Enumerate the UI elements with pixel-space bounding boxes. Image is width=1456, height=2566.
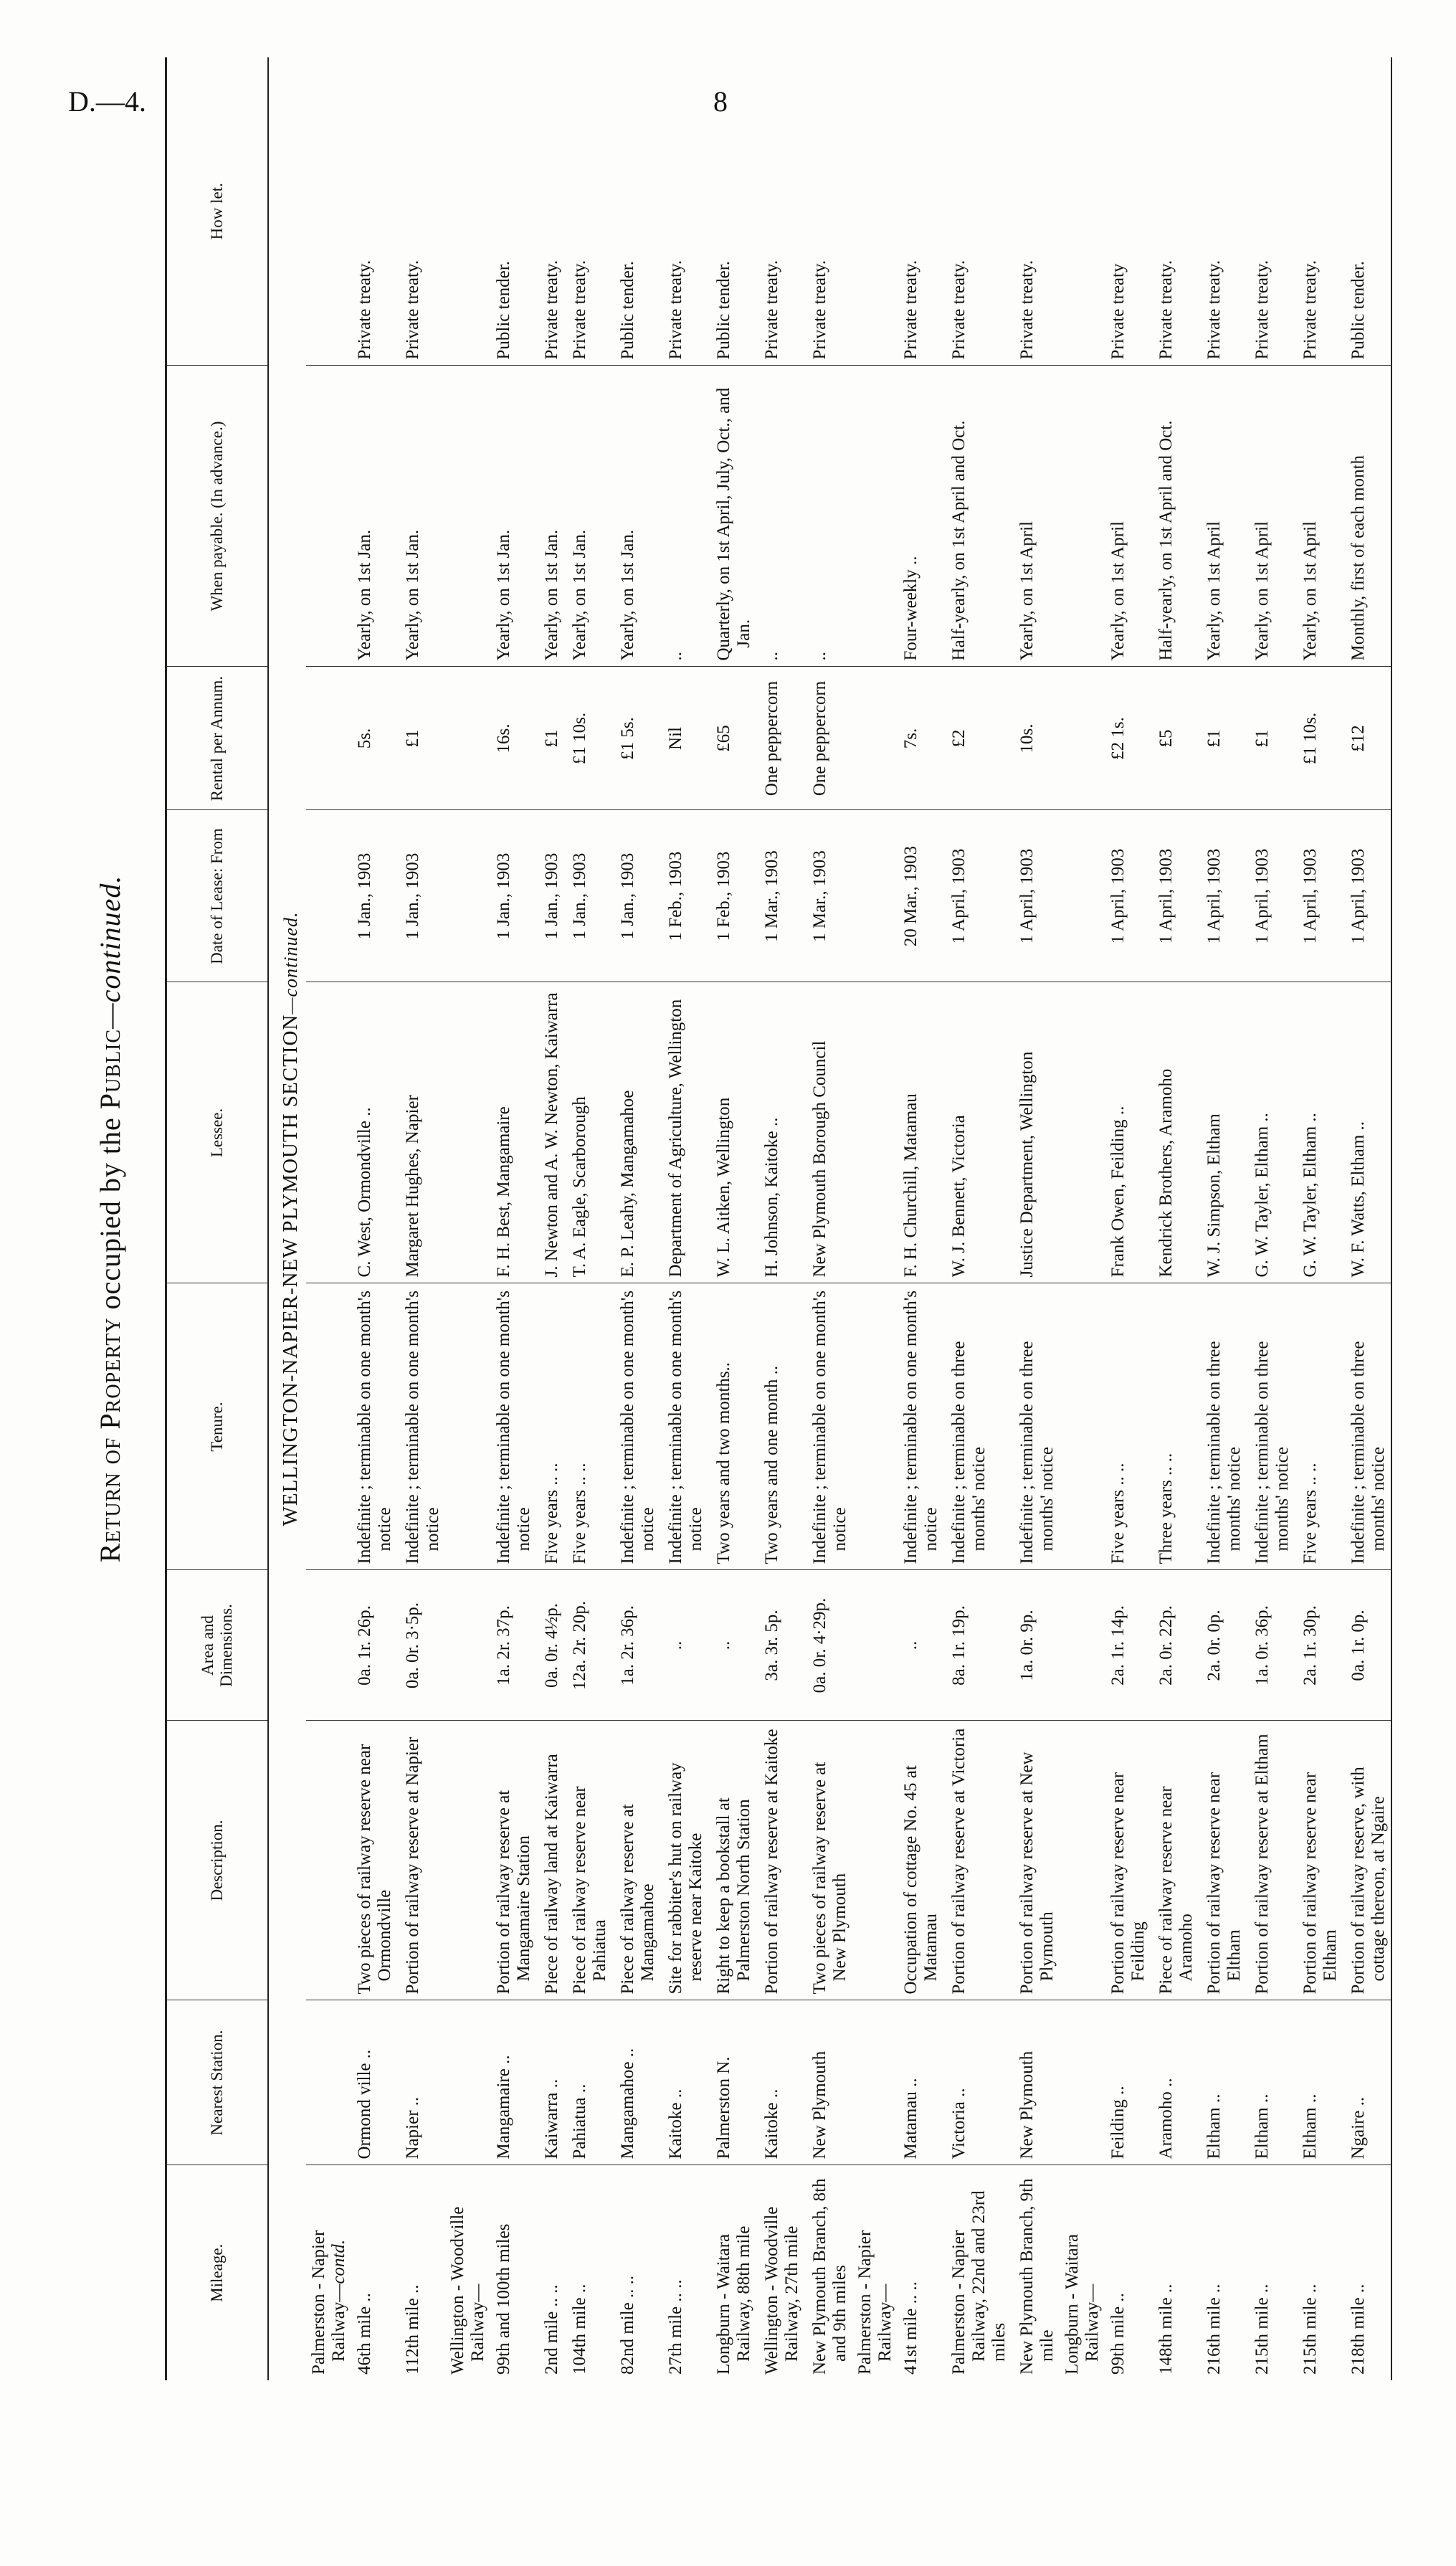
- cell-station: Palmerston N.: [708, 2000, 756, 2165]
- cell-tenure: Indefinite ; terminable on one month's notice: [612, 1283, 660, 1570]
- cell-date: 1 Jan., 1903: [564, 810, 612, 982]
- cell-mileage: 218th mile ..: [1343, 2165, 1391, 2380]
- cell-mileage: 82nd mile .. ..: [618, 2275, 638, 2375]
- cell-area: 1a. 0r. 36p.: [1247, 1570, 1295, 1721]
- table-row: [536, 57, 564, 2380]
- title-mid: occupied by the: [94, 1117, 126, 1310]
- col-date: Date of Lease: From: [166, 810, 269, 982]
- cell-howlet: Private treaty.: [564, 57, 612, 366]
- table-row: [660, 57, 708, 2380]
- section-continued: —continued.: [280, 911, 301, 1014]
- cell-mileage: Wellington - Woodville Railway, 27th mile: [762, 2206, 802, 2375]
- cell-date: 1 April, 1903: [1012, 810, 1060, 982]
- page-reference: D.—4.: [68, 85, 146, 118]
- group-label-text: Palmerston - Napier Railway—: [309, 2230, 349, 2375]
- cell-tenure: Five years .. ..: [564, 1283, 612, 1570]
- cell-mileage: Palmerston - Napier Railway, 22nd and 23rd miles: [949, 2190, 1009, 2375]
- cell-station: Eltham ..: [1199, 2000, 1247, 2165]
- group-label: Palmerston - Napier Railway—: [855, 2230, 895, 2375]
- cell-tenure: Indefinite ; terminable on three months' notice: [1343, 1283, 1391, 1570]
- cell-payable: Yearly, on 1st Jan.: [612, 366, 660, 667]
- cell-howlet: Private treaty.: [349, 57, 397, 366]
- cell-howlet: Private treaty.: [804, 57, 852, 366]
- cell-howlet: Private treaty.: [1012, 57, 1060, 366]
- cell-payable: Yearly, on 1st Jan.: [349, 366, 397, 667]
- cell-lessee: Justice Department, Wellington: [1012, 982, 1060, 1283]
- cell-howlet: Private treaty.: [756, 57, 804, 366]
- header-row: [166, 57, 269, 2380]
- cell-payable: Yearly, on 1st April: [1012, 366, 1060, 667]
- cell-area: 2a. 1r. 30p.: [1295, 1570, 1343, 1721]
- section-title: WELLINGTON-NAPIER-NEW PLYMOUTH SECTION: [279, 1014, 302, 1526]
- section-heading-row: [268, 57, 306, 2380]
- cell-station: Mangamaire ..: [488, 2000, 536, 2165]
- cell-rental: 16s.: [488, 667, 536, 810]
- cell-mileage: 104th mile ..: [570, 2284, 590, 2375]
- cell-tenure: Five years .. ..: [1295, 1283, 1343, 1570]
- cell-mileage: 215th mile ..: [1252, 2284, 1272, 2375]
- cell-station: New Plymouth: [1012, 2000, 1060, 2165]
- table-row: [1012, 57, 1060, 2380]
- cell-date: 1 April, 1903: [1151, 810, 1199, 982]
- cell-payable: Yearly, on 1st Jan.: [536, 366, 564, 667]
- cell-mileage: 216th mile ..: [1204, 2284, 1224, 2375]
- cell-howlet: Private treaty: [1103, 57, 1151, 366]
- page-number: 8: [713, 85, 728, 118]
- cell-howlet: Private treaty.: [895, 57, 943, 366]
- cell-station: Matamau ..: [895, 2000, 943, 2165]
- cell-area: 2a. 0r. 0p.: [1199, 1570, 1247, 1721]
- col-mileage: Mileage.: [166, 2165, 269, 2380]
- cell-rental: £65: [708, 667, 756, 810]
- col-area: Area and Dimensions.: [166, 1570, 269, 1721]
- cell-howlet: Private treaty.: [536, 57, 564, 366]
- cell-rental: £1 10s.: [564, 667, 612, 810]
- cell-mileage: 46th mile ..: [355, 2293, 375, 2375]
- table-row: [612, 57, 660, 2380]
- cell-mileage: Longburn - Waitara Railway, 88th mile: [714, 2225, 754, 2375]
- cell-lessee: T. A. Eagle, Scarborough: [564, 982, 612, 1283]
- title-continued: —continued.: [94, 875, 126, 1029]
- cell-date: 1 Mar., 1903: [804, 810, 852, 982]
- cell-description: Portion of railway reserve at Mangamaire Station: [488, 1721, 536, 2000]
- cell-area: ..: [708, 1570, 756, 1721]
- group-label: Wellington - Woodville Railway—: [448, 2206, 488, 2375]
- cell-date: 1 Jan., 1903: [536, 810, 564, 982]
- cell-lessee: G. W. Tayler, Eltham ..: [1247, 982, 1295, 1283]
- cell-lessee: W. J. Bennett, Victoria: [943, 982, 1012, 1283]
- col-rental: Rental per Annum.: [166, 667, 269, 810]
- cell-payable: Yearly, on 1st Jan.: [564, 366, 612, 667]
- cell-mileage: 99th mile ..: [1108, 2293, 1128, 2375]
- cell-mileage: 215th mile ..: [1300, 2284, 1321, 2375]
- cell-station: Eltham ..: [1247, 2000, 1295, 2165]
- cell-station: Kaitoke ..: [756, 2000, 804, 2165]
- cell-date: 20 Mar., 1903: [895, 810, 943, 982]
- table-row: [756, 57, 804, 2380]
- group-row: [852, 57, 895, 2380]
- cell-date: 1 April, 1903: [1247, 810, 1295, 982]
- cell-description: Portion of railway reserve at Eltham: [1247, 1721, 1295, 2000]
- cell-rental: £1: [536, 667, 564, 810]
- cell-howlet: Private treaty.: [397, 57, 445, 366]
- cell-area: 2a. 1r. 14p.: [1103, 1570, 1151, 1721]
- cell-description: Right to keep a bookstall at Palmerston North Station: [708, 1721, 756, 2000]
- cell-area: ..: [660, 1570, 708, 1721]
- cell-tenure: Indefinite ; terminable on one month's notice: [397, 1283, 445, 1570]
- cell-station: Kaitoke ..: [660, 2000, 708, 2165]
- cell-howlet: Private treaty.: [1295, 57, 1343, 366]
- cell-area: 1a. 0r. 9p.: [1012, 1570, 1060, 1721]
- section-heading: [268, 57, 306, 2380]
- cell-description: Portion of railway reserve at Victoria: [943, 1721, 1012, 2000]
- cell-description: Portion of railway reserve at Napier: [397, 1721, 445, 2000]
- cell-tenure: Indefinite ; terminable on three months' notice: [1247, 1283, 1295, 1570]
- title-lead: Return of Property: [94, 1317, 126, 1563]
- cell-lessee: W. L. Aitken, Wellington: [708, 982, 756, 1283]
- cell-station: Mangamahoe ..: [612, 2000, 660, 2165]
- cell-lessee: H. Johnson, Kaitoke ..: [756, 982, 804, 1283]
- cell-lessee: W. F. Watts, Eltham ..: [1343, 982, 1391, 1283]
- cell-area: 0a. 1r. 0p.: [1343, 1570, 1391, 1721]
- cell-station: Aramoho ..: [1151, 2000, 1199, 2165]
- table-row: [1151, 57, 1199, 2380]
- cell-area: 8a. 1r. 19p.: [943, 1570, 1012, 1721]
- cell-description: Two pieces of railway reserve at New Plymouth: [804, 1721, 852, 2000]
- cell-tenure: Five years .. ..: [536, 1283, 564, 1570]
- cell-howlet: Public tender.: [1343, 57, 1391, 366]
- cell-tenure: Five years .. ..: [1103, 1283, 1151, 1570]
- cell-mileage: 112th mile ..: [403, 2284, 423, 2375]
- group-label: Longburn - Waitara Railway—: [1062, 2233, 1103, 2375]
- cell-payable: Four-weekly ..: [895, 366, 943, 667]
- col-howlet: How let.: [166, 57, 269, 366]
- group-row: [445, 57, 488, 2380]
- group-label: [306, 2165, 349, 2380]
- table-row: [804, 57, 852, 2380]
- cell-mileage: 148th mile ..: [1156, 2284, 1176, 2375]
- cell-station: Pahiatua ..: [564, 2000, 612, 2165]
- title-public: Public: [94, 1028, 126, 1110]
- property-return-table: [165, 57, 1392, 2380]
- cell-description: Piece of railway land at Kaiwarra: [536, 1721, 564, 2000]
- cell-rental: £1: [1199, 667, 1247, 810]
- col-payable: When payable. (In advance.): [166, 366, 269, 667]
- cell-howlet: Private treaty.: [1151, 57, 1199, 366]
- cell-area: 3a. 3r. 5p.: [756, 1570, 804, 1721]
- cell-description: Site for rabbiter's hut on railway reserve near Kaitoke: [660, 1721, 708, 2000]
- cell-date: 1 April, 1903: [1295, 810, 1343, 982]
- cell-rental: 10s.: [1012, 667, 1060, 810]
- table-row: [1103, 57, 1151, 2380]
- cell-date: 1 April, 1903: [1343, 810, 1391, 982]
- cell-rental: £12: [1343, 667, 1391, 810]
- cell-rental: £1: [1247, 667, 1295, 810]
- cell-tenure: Indefinite ; terminable on one month's notice: [488, 1283, 536, 1570]
- cell-description: Portion of railway reserve near Eltham: [1295, 1721, 1343, 2000]
- cell-area: 0a. 0r. 3·5p.: [397, 1570, 445, 1721]
- cell-area: 0a. 1r. 26p.: [349, 1570, 397, 1721]
- cell-tenure: Three years .. ..: [1151, 1283, 1199, 1570]
- cell-description: Piece of railway reserve near Aramoho: [1151, 1721, 1199, 2000]
- cell-payable: Yearly, on 1st April: [1103, 366, 1151, 667]
- cell-howlet: Private treaty.: [943, 57, 1012, 366]
- cell-description: Portion of railway reserve near Eltham: [1199, 1721, 1247, 2000]
- col-tenure: Tenure.: [166, 1283, 269, 1570]
- cell-description: Portion of railway reserve at Kaitoke: [756, 1721, 804, 2000]
- cell-howlet: Public tender.: [612, 57, 660, 366]
- cell-rental: £2 1s.: [1103, 667, 1151, 810]
- cell-lessee: E. P. Leahy, Mangamahoe: [612, 982, 660, 1283]
- cell-mileage: 2nd mile .. ..: [542, 2284, 562, 2375]
- cell-payable: ..: [804, 366, 852, 667]
- col-description: Description.: [166, 1721, 269, 2000]
- cell-station: Kaiwarra ..: [536, 2000, 564, 2165]
- cell-date: 1 Jan., 1903: [349, 810, 397, 982]
- table-row: [564, 57, 612, 2380]
- table-row: [1343, 57, 1391, 2380]
- cell-payable: Yearly, on 1st April: [1199, 366, 1247, 667]
- table-row: [1247, 57, 1295, 2380]
- cell-area: 0a. 0r. 4·29p.: [804, 1570, 852, 1721]
- cell-mileage: 27th mile .. ..: [666, 2279, 686, 2375]
- cell-date: 1 April, 1903: [1103, 810, 1151, 982]
- cell-date: 1 Jan., 1903: [397, 810, 445, 982]
- table-row: [1295, 57, 1343, 2380]
- cell-payable: Yearly, on 1st Jan.: [488, 366, 536, 667]
- cell-rental: £1: [397, 667, 445, 810]
- cell-description: Piece of railway reserve at Mangamahoe: [612, 1721, 660, 2000]
- cell-lessee: F. H. Churchill, Matamau: [895, 982, 943, 1283]
- cell-tenure: Indefinite ; terminable on one month's notice: [349, 1283, 397, 1570]
- group-contd: contd.: [329, 2239, 349, 2284]
- cell-station: Victoria ..: [943, 2000, 1012, 2165]
- cell-station: Ngaire ..: [1343, 2000, 1391, 2165]
- cell-date: 1 Mar., 1903: [756, 810, 804, 982]
- group-row-1: [306, 57, 349, 2380]
- cell-howlet: Public tender.: [488, 57, 536, 366]
- group-row: [1060, 57, 1103, 2380]
- cell-payable: Yearly, on 1st Jan.: [397, 366, 445, 667]
- cell-lessee: Frank Owen, Feilding ..: [1103, 982, 1151, 1283]
- cell-rental: £5: [1151, 667, 1199, 810]
- table-row: [488, 57, 536, 2380]
- cell-rental: £1 5s.: [612, 667, 660, 810]
- cell-lessee: J. Newton and A. W. Newton, Kaiwarra: [536, 982, 564, 1283]
- cell-lessee: Department of Agriculture, Wellington: [660, 982, 708, 1283]
- cell-mileage: New Plymouth Branch, 9th mile: [1017, 2178, 1057, 2375]
- cell-tenure: Two years and one month ..: [756, 1283, 804, 1570]
- cell-mileage: 41st mile .. ..: [901, 2281, 921, 2375]
- cell-area: ..: [895, 1570, 943, 1721]
- cell-date: 1 Feb., 1903: [708, 810, 756, 982]
- cell-date: 1 Jan., 1903: [612, 810, 660, 982]
- cell-station: New Plymouth: [804, 2000, 852, 2165]
- cell-tenure: Indefinite ; terminable on three months' notice: [943, 1283, 1012, 1570]
- cell-payable: Monthly, first of each month: [1343, 366, 1391, 667]
- cell-area: 1a. 2r. 36p.: [612, 1570, 660, 1721]
- cell-rental: One peppercorn: [804, 667, 852, 810]
- cell-lessee: Margaret Hughes, Napier: [397, 982, 445, 1283]
- cell-description: Piece of railway reserve near Pahiatua: [564, 1721, 612, 2000]
- table-row: [397, 57, 445, 2380]
- cell-tenure: Indefinite ; terminable on one month's notice: [895, 1283, 943, 1570]
- cell-lessee: C. West, Ormondville ..: [349, 982, 397, 1283]
- cell-station: Feilding ..: [1103, 2000, 1151, 2165]
- cell-payable: Half-yearly, on 1st April and Oct.: [1151, 366, 1199, 667]
- cell-tenure: Indefinite ; terminable on one month's notice: [660, 1283, 708, 1570]
- cell-howlet: Private treaty.: [1247, 57, 1295, 366]
- cell-tenure: Indefinite ; terminable on three months' notice: [1012, 1283, 1060, 1570]
- cell-rental: 7s.: [895, 667, 943, 810]
- cell-lessee: New Plymouth Borough Council: [804, 982, 852, 1283]
- cell-lessee: W. J. Simpson, Eltham: [1199, 982, 1247, 1283]
- cell-area: 0a. 0r. 4½p.: [536, 1570, 564, 1721]
- cell-payable: ..: [756, 366, 804, 667]
- cell-description: Portion of railway reserve near Feilding: [1103, 1721, 1151, 2000]
- cell-tenure: Two years and two months..: [708, 1283, 756, 1570]
- cell-payable: Half-yearly, on 1st April and Oct.: [943, 366, 1012, 667]
- table-row: [943, 57, 1012, 2380]
- cell-payable: ..: [660, 366, 708, 667]
- cell-payable: Quarterly, on 1st April, July, Oct., and Jan.: [708, 366, 756, 667]
- cell-rental: £2: [943, 667, 1012, 810]
- cell-howlet: Private treaty.: [660, 57, 708, 366]
- cell-area: 12a. 2r. 20p.: [564, 1570, 612, 1721]
- cell-rental: 5s.: [349, 667, 397, 810]
- page-title: [93, 57, 127, 2380]
- cell-date: 1 Jan., 1903: [488, 810, 536, 982]
- col-lessee: Lessee.: [166, 982, 269, 1283]
- cell-date: 1 April, 1903: [943, 810, 1012, 982]
- table-row: [708, 57, 756, 2380]
- cell-lessee: G. W. Tayler, Eltham ..: [1295, 982, 1343, 1283]
- cell-tenure: Indefinite ; terminable on one month's notice: [804, 1283, 852, 1570]
- cell-description: Portion of railway reserve, with cottage thereon, at Ngaire: [1343, 1721, 1391, 2000]
- table-row: [895, 57, 943, 2380]
- cell-date: 1 April, 1903: [1199, 810, 1247, 982]
- cell-station: Eltham ..: [1295, 2000, 1343, 2165]
- cell-howlet: Public tender.: [708, 57, 756, 366]
- cell-howlet: Private treaty.: [1199, 57, 1247, 366]
- cell-area: 2a. 0r. 22p.: [1151, 1570, 1199, 1721]
- cell-description: Occupation of cottage No. 45 at Matamau: [895, 1721, 943, 2000]
- cell-mileage: 99th and 100th miles: [494, 2223, 514, 2375]
- cell-payable: Yearly, on 1st April: [1247, 366, 1295, 667]
- cell-station: Napier ..: [397, 2000, 445, 2165]
- cell-tenure: Indefinite ; terminable on three months' notice: [1199, 1283, 1247, 1570]
- cell-rental: Nil: [660, 667, 708, 810]
- cell-lessee: F. H. Best, Mangamaire: [488, 982, 536, 1283]
- col-station: Nearest Station.: [166, 2000, 269, 2165]
- table-row: [1199, 57, 1247, 2380]
- cell-date: 1 Feb., 1903: [660, 810, 708, 982]
- cell-area: 1a. 2r. 37p.: [488, 1570, 536, 1721]
- cell-rental: One peppercorn: [756, 667, 804, 810]
- cell-description: Two pieces of railway reserve near Ormondville: [349, 1721, 397, 2000]
- table-row: [349, 57, 397, 2380]
- rotated-return-table: [86, 57, 1389, 2380]
- cell-description: Portion of railway reserve at New Plymouth: [1012, 1721, 1060, 2000]
- cell-mileage: New Plymouth Branch, 8th and 9th miles: [810, 2178, 850, 2375]
- cell-station: Ormond ville ..: [349, 2000, 397, 2165]
- cell-lessee: Kendrick Brothers, Aramoho: [1151, 982, 1199, 1283]
- cell-rental: £1 10s.: [1295, 667, 1343, 810]
- cell-payable: Yearly, on 1st April: [1295, 366, 1343, 667]
